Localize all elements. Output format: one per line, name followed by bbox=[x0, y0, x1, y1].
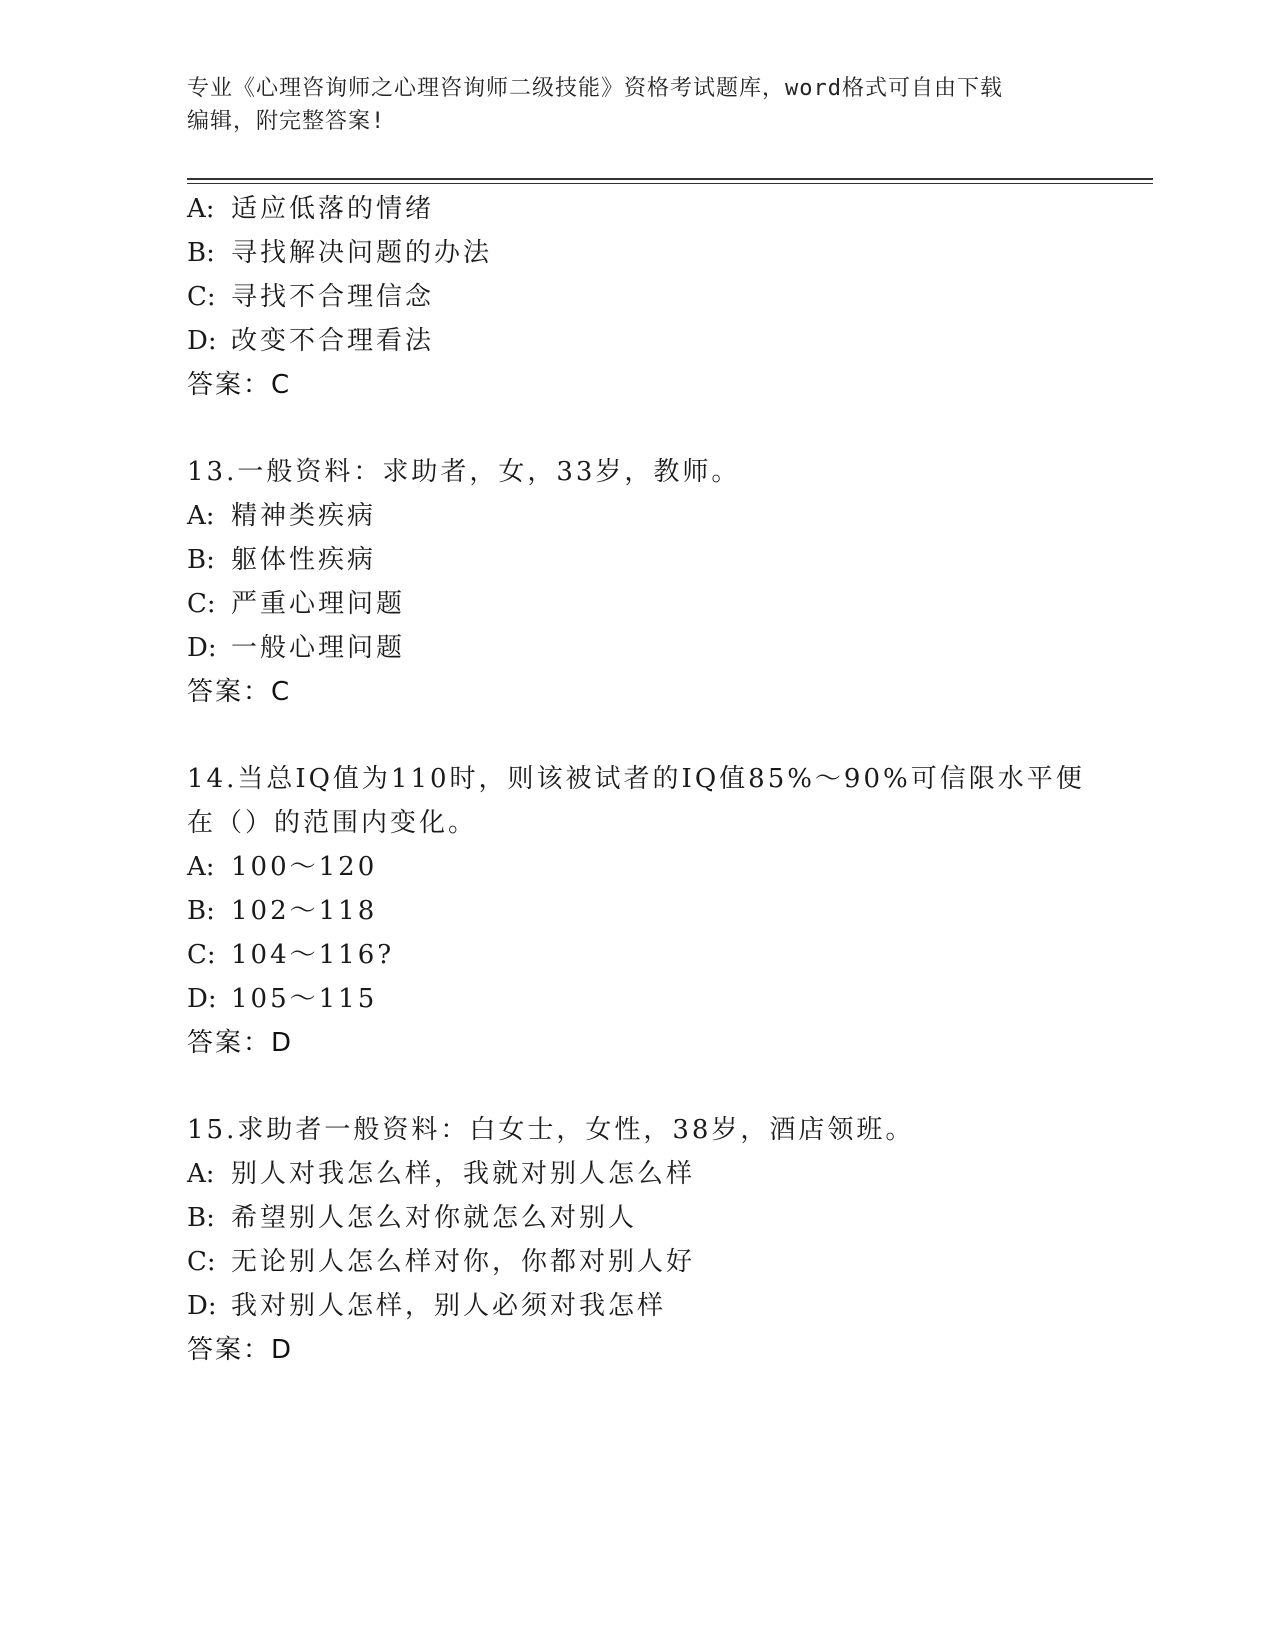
option-label: C: bbox=[187, 1247, 216, 1277]
option-label: A: bbox=[187, 1159, 215, 1189]
option-text: 严重心理问题 bbox=[231, 589, 406, 619]
q12-option-d bbox=[187, 324, 434, 358]
document-header bbox=[187, 72, 1087, 138]
q14-question-line-2: 在（）的范围内变化。 bbox=[187, 808, 478, 838]
q14-question-line-1: 14.当总IQ值为110时，则该被试者的IQ值85%～90%可信限水平便 bbox=[187, 764, 1085, 794]
option-label: C: bbox=[187, 940, 216, 970]
q13-answer: 答案：C bbox=[187, 677, 292, 707]
q13-option-b bbox=[187, 543, 376, 577]
header-rule-thick bbox=[187, 178, 1153, 180]
q12-answer: 答案：C bbox=[187, 370, 292, 400]
option-label: B: bbox=[187, 238, 215, 268]
q14-option-c bbox=[187, 938, 394, 972]
option-text: 寻找解决问题的办法 bbox=[231, 238, 493, 268]
option-text: 104～116? bbox=[231, 940, 395, 970]
q15-option-b bbox=[187, 1201, 637, 1235]
q13-option-d bbox=[187, 631, 405, 665]
option-label: A: bbox=[187, 194, 215, 224]
q13-option-c bbox=[187, 587, 405, 621]
q12-option-c bbox=[187, 280, 434, 314]
option-text: 寻找不合理信念 bbox=[231, 282, 435, 312]
option-label: B: bbox=[187, 545, 215, 575]
option-text: 100～120 bbox=[231, 852, 378, 882]
header-line-1: 专业《心理咨询师之心理咨询师二级技能》资格考试题库，word格式可自由下载 bbox=[187, 76, 1003, 101]
q14-option-b bbox=[187, 894, 377, 928]
header-rule-thin bbox=[187, 183, 1153, 184]
option-label: B: bbox=[187, 896, 215, 926]
option-label: C: bbox=[187, 589, 216, 619]
option-label: B: bbox=[187, 1203, 215, 1233]
option-text: 适应低落的情绪 bbox=[231, 194, 435, 224]
option-text: 别人对我怎么样，我就对别人怎么样 bbox=[231, 1159, 696, 1189]
q15-option-c bbox=[187, 1245, 695, 1279]
q15-question: 15.求助者一般资料：白女士，女性，38岁，酒店领班。 bbox=[187, 1115, 915, 1145]
option-label: A: bbox=[187, 501, 215, 531]
option-text: 改变不合理看法 bbox=[231, 326, 435, 356]
q13-option-a bbox=[187, 499, 376, 533]
option-label: D: bbox=[187, 984, 217, 1014]
q15-answer: 答案：D bbox=[187, 1335, 294, 1365]
header-line-2: 编辑，附完整答案! bbox=[187, 109, 386, 134]
q15-option-d bbox=[187, 1289, 666, 1323]
q14-option-a bbox=[187, 850, 377, 884]
q12-option-a bbox=[187, 192, 434, 226]
q15-option-a bbox=[187, 1157, 695, 1191]
q14-answer: 答案：D bbox=[187, 1028, 294, 1058]
option-label: D: bbox=[187, 326, 217, 356]
option-text: 一般心理问题 bbox=[231, 633, 406, 663]
option-text: 精神类疾病 bbox=[231, 501, 377, 531]
option-text: 102～118 bbox=[231, 896, 378, 926]
q14-option-d bbox=[187, 982, 377, 1016]
option-label: D: bbox=[187, 633, 217, 663]
option-text: 躯体性疾病 bbox=[231, 545, 377, 575]
option-text: 我对别人怎样，别人必须对我怎样 bbox=[231, 1291, 667, 1321]
option-label: D: bbox=[187, 1291, 217, 1321]
q12-option-b bbox=[187, 236, 492, 270]
option-label: C: bbox=[187, 282, 216, 312]
option-label: A: bbox=[187, 852, 215, 882]
q13-question: 13.一般资料：求助者，女，33岁，教师。 bbox=[187, 457, 741, 487]
option-text: 希望别人怎么对你就怎么对别人 bbox=[231, 1203, 638, 1233]
option-text: 105～115 bbox=[231, 984, 378, 1014]
option-text: 无论别人怎么样对你，你都对别人好 bbox=[231, 1247, 696, 1277]
